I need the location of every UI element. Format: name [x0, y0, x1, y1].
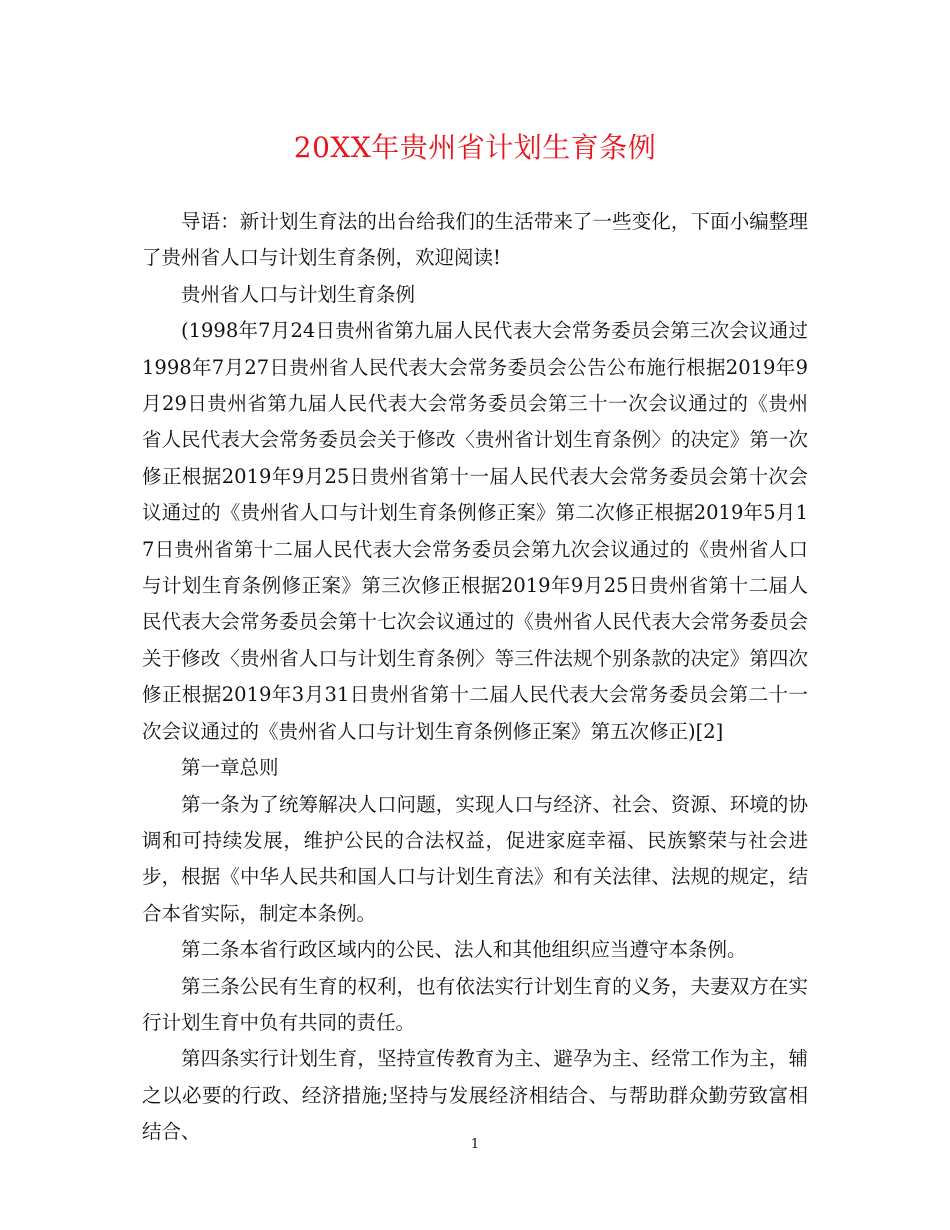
- document-body: [142, 204, 808, 1151]
- amendment-history-paragraph: (1998年7月24日贵州省第九届人民代表大会常务委员会第三次会议通过1998年7月27日贵州省人民代表大会常务委员会公告公布施行根据2019年9月29日贵州省第九届人民代表大会常务委员会第三十一次会议通过的《贵州省人民代表大会常务委员会关于修改〈贵州省计划生育条例〉的决定》第一次修正根据2019年9月25日贵州省第十一届人民代表大会常务委员会第十次会议通过的《贵州省人口与计划生育条例修正案》第二次修正根据2019年5月17日贵州省第十二届人民代表大会常务委员会第九次会议通过的《贵州省人口与计划生育条例修正案》第三次修正根据2019年9月25日贵州省第十二届人民代表大会常务委员会第十七次会议通过的《贵州省人民代表大会常务委员会关于修改〈贵州省人口与计划生育条例〉等三件法规个别条款的决定》第四次修正根据2019年3月31日贵州省第十二届人民代表大会常务委员会第二十一次会议通过的《贵州省人口与计划生育条例修正案》第五次修正)[2]: [142, 319, 808, 743]
- document-title: 20XX年贵州省计划生育条例: [293, 131, 657, 164]
- chapter-one-heading: 第一章总则: [181, 756, 279, 780]
- regulation-heading: 贵州省人口与计划生育条例: [181, 282, 416, 306]
- article-three-paragraph: 第三条公民有生育的权利，也有依法实行计划生育的义务，夫妻双方在实行计划生育中负有共同的责任。: [142, 974, 808, 1034]
- article-one-paragraph: 第一条为了统筹解决人口问题，实现人口与经济、社会、资源、环境的协调和可持续发展，维护公民的合法权益，促进家庭幸福、民族繁荣与社会进步，根据《中华人民共和国人口与计划生育法》和有关法律、法规的规定，结合本省实际，制定本条例。: [142, 792, 808, 925]
- intro-paragraph: 导语：新计划生育法的出台给我们的生活带来了一些变化，下面小编整理了贵州省人口与计划生育条例，欢迎阅读!: [142, 210, 808, 270]
- article-two-paragraph: 第二条本省行政区域内的公民、法人和其他组织应当遵守本条例。: [181, 938, 747, 962]
- article-four-paragraph: 第四条实行计划生育，坚持宣传教育为主、避孕为主、经常工作为主，辅之以必要的行政、经济措施;坚持与发展经济相结合、与帮助群众勤劳致富相结合、: [142, 1047, 808, 1144]
- page-number: 1: [470, 1137, 480, 1152]
